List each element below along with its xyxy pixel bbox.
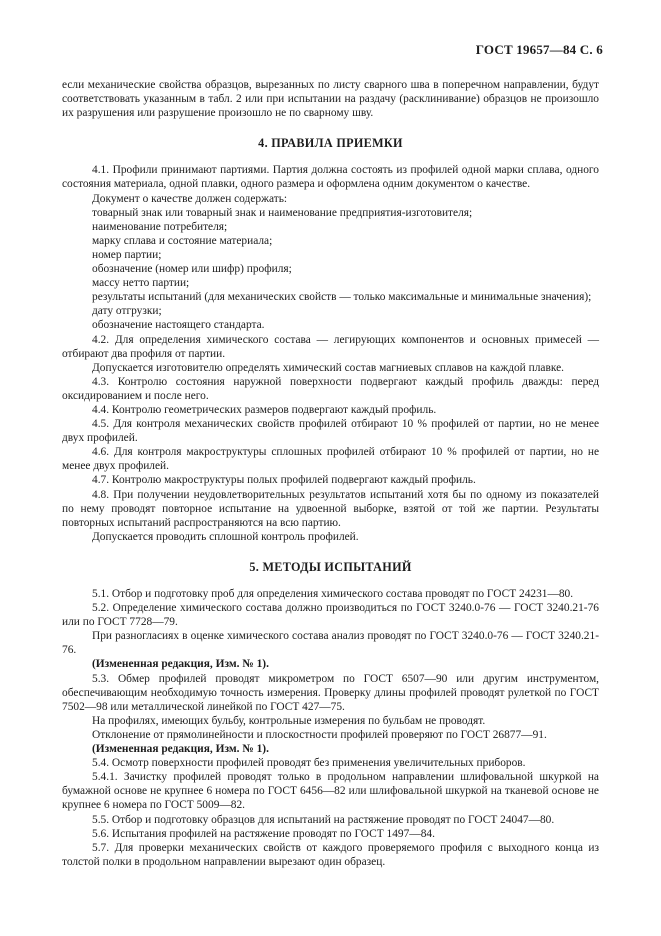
section-4-title: 4. ПРАВИЛА ПРИЕМКИ bbox=[258, 136, 403, 151]
clause-5-4: 5.4. Осмотр поверхности профилей проводят без применения увеличительных приборов. bbox=[92, 757, 526, 770]
clause-5-4-1: 5.4.1. Зачистку профилей проводят только в продольном направлении шлифовальной шкуркой на бумажной основе не крупнее 6 номера по ГОСТ 6456—82 или шлифовальной шкуркой на тканевой основе не крупнее 6 номера по ГОСТ 5009—82. bbox=[62, 771, 599, 812]
doc-item: наименование потребителя; bbox=[92, 220, 228, 233]
clause-4-1: 4.1. Профили принимают партиями. Партия должна состоять из профилей одной марки сплава, одного состояния материала, одной плавки, одного размера и оформлена одним документом о качестве. bbox=[62, 164, 599, 191]
clause-4-8: 4.8. При получении неудовлетворительных результатов испытаний хотя бы по одному из показателей по нему проводят повторное испытание на удвоенной выборке, взятой от той же партии. Результаты повторных испытаний распространяются на всю партию. bbox=[62, 488, 599, 529]
doc-item: марку сплава и состояние материала; bbox=[92, 234, 273, 247]
doc-item: номер партии; bbox=[92, 248, 162, 261]
intro-paragraph: если механические свойства образцов, вырезанных по листу сварного шва в поперечном направлении, будут соответствовать указанным в табл. 2 или при испытании на раздачу (расклинивание) образцов не произошло их разрушения или разрушение произошло не по сварному шву. bbox=[62, 79, 599, 120]
page-header: ГОСТ 19657—84 С. 6 bbox=[475, 42, 603, 57]
clause-4-8-note: Допускается проводить сплошной контроль профилей. bbox=[92, 530, 359, 543]
clause-5-3-note: На профилях, имеющих бульбу, контрольные измерения по бульбам не проводят. bbox=[92, 714, 486, 727]
doc-item: дату отгрузки; bbox=[92, 305, 162, 318]
clause-5-5: 5.5. Отбор и подготовку образцов для испытаний на растяжение проводят по ГОСТ 24047—80. bbox=[92, 813, 555, 826]
clause-5-6: 5.6. Испытания профилей на растяжение проводят по ГОСТ 1497—84. bbox=[92, 827, 435, 840]
clause-5-1: 5.1. Отбор и подготовку проб для определения химического состава проводят по ГОСТ 24231—80. bbox=[92, 588, 574, 600]
clause-4-2-note: Допускается изготовителю определять химический состав магниевых сплавов на каждой плавке. bbox=[92, 361, 564, 374]
clause-4-5: 4.5. Для контроля механических свойств профилей отбирают 10 % профилей от партии, но не менее двух профилей. bbox=[62, 418, 599, 445]
clause-5-2: 5.2. Определение химического состава должно производиться по ГОСТ 3240.0-76 — ГОСТ 3240.21-76 или по ГОСТ 7728—79. bbox=[62, 602, 599, 629]
clause-4-3: 4.3. Контролю состояния наружной поверхности подвергают каждый профиль дважды: перед оксидированием и после него. bbox=[62, 375, 599, 402]
clause-4-2: 4.2. Для определения химического состава — легирующих компонентов и основных примесей — отбирают два профиля от партии. bbox=[62, 333, 599, 360]
clause-5-7: 5.7. Для проверки механических свойств от каждого проверяемого профиля с выходного конца из толстой полки в продольном направлении вырезают один образец. bbox=[62, 841, 599, 868]
section-5-title: 5. МЕТОДЫ ИСПЫТАНИЙ bbox=[249, 559, 412, 574]
clause-5-3-deviation: Отклонение от прямолинейности и плоскостности профилей проверяют по ГОСТ 26877—91. bbox=[92, 728, 547, 741]
doc-item-results: результаты испытаний (для механических свойств — только максимальные и минимальные значения); bbox=[92, 291, 592, 304]
doc-item: массу нетто партии; bbox=[92, 277, 190, 290]
clause-4-6: 4.6. Для контроля макроструктуры сплошных профилей отбирают 10 % профилей от партии, но не менее двух профилей. bbox=[62, 446, 599, 473]
clause-5-2-note: При разногласиях в оценке химического состава анализ проводят по ГОСТ 3240.0-76 — ГОСТ 3240.21-76. bbox=[62, 630, 599, 657]
clause-5-3: 5.3. Обмер профилей проводят микрометром по ГОСТ 6507—90 или другим инструментом, обеспечивающим необходимую точность измерения. Проверку длины профилей проводят рулеткой по ГОСТ 7502—98 или металлической линейкой по ГОСТ 427—75. bbox=[62, 672, 599, 713]
revision-note: (Измененная редакция, Изм. № 1). bbox=[92, 743, 269, 756]
clause-4-7: 4.7. Контролю макроструктуры полых профилей подвергают каждый профиль. bbox=[92, 474, 476, 487]
doc-contents-intro: Документ о качестве должен содержать: bbox=[92, 192, 288, 205]
doc-item: обозначение настоящего стандарта. bbox=[92, 319, 265, 332]
clause-4-4: 4.4. Контролю геометрических размеров подвергают каждый профиль. bbox=[92, 403, 437, 416]
doc-item: обозначение (номер или шифр) профиля; bbox=[92, 263, 292, 276]
doc-item: товарный знак или товарный знак и наименование предприятия-изготовителя; bbox=[92, 206, 473, 219]
document-body bbox=[62, 78, 599, 869]
revision-note: (Измененная редакция, Изм. № 1). bbox=[92, 658, 269, 671]
